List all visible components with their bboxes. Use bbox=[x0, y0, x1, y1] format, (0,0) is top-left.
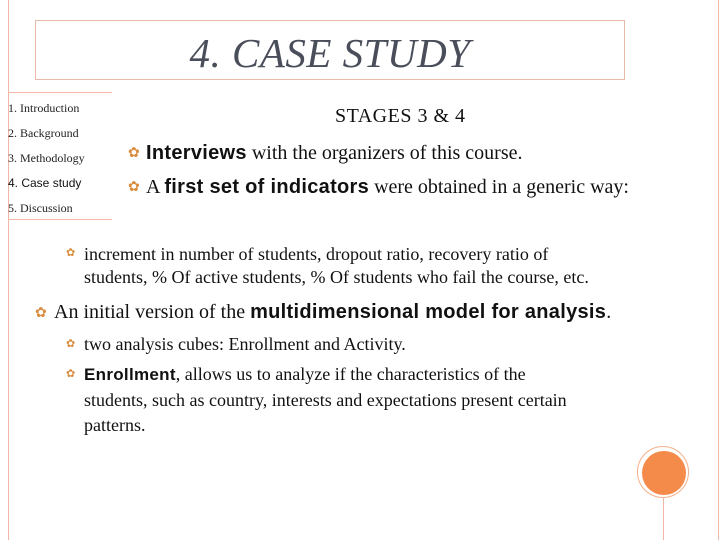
decorative-footer-line bbox=[663, 498, 664, 540]
bullet-interviews-bold: Interviews bbox=[146, 142, 247, 164]
bullet-interviews-text: with the organizers of this course. bbox=[246, 142, 523, 164]
flower-bullet-icon: ✿ bbox=[128, 146, 140, 161]
flower-bullet-icon: ✿ bbox=[66, 368, 76, 380]
flower-bullet-icon: ✿ bbox=[66, 247, 76, 259]
stages-heading: STAGES 3 & 4 bbox=[335, 105, 466, 127]
sub-bullet-enrollment-text: , allows us to analyze if the characteristics of the bbox=[175, 364, 526, 384]
flower-bullet-icon: ✿ bbox=[66, 338, 76, 350]
sidebar-item-introduction[interactable]: 1. Introduction bbox=[8, 101, 80, 115]
sub-bullet-enrollment-bold: Enrollment bbox=[84, 365, 176, 384]
sidebar-item-methodology[interactable]: 3. Methodology bbox=[8, 151, 85, 165]
bullet-multidimensional-bold: multidimensional model for analysis bbox=[250, 301, 607, 323]
sidebar-top-divider bbox=[8, 92, 112, 93]
sub-bullet-enrollment-line2: students, such as country, interests and expectations present certain bbox=[84, 390, 567, 410]
sidebar-nav bbox=[8, 96, 123, 221]
sidebar-item-case-study[interactable]: 4. Case study bbox=[8, 176, 82, 190]
bullet-indicators bbox=[146, 174, 629, 200]
sidebar-bottom-divider bbox=[8, 219, 112, 220]
sub-bullet-increment-line2: students, % Of active students, % Of students who fail the course, etc. bbox=[84, 267, 589, 287]
bullet-interviews bbox=[146, 140, 523, 166]
sub-bullet-enrollment-line3: patterns. bbox=[84, 415, 146, 435]
bullet-indicators-bold: first set of indicators bbox=[164, 176, 370, 198]
decorative-orange-dot bbox=[642, 451, 686, 495]
bullet-indicators-text: were obtained in a generic way: bbox=[369, 176, 629, 198]
sidebar-item-background[interactable]: 2. Background bbox=[8, 126, 79, 140]
flower-bullet-icon: ✿ bbox=[128, 180, 140, 195]
sub-bullet-increment-line1: increment in number of students, dropout ratio, recovery ratio of bbox=[84, 244, 549, 264]
sub-bullet-cubes: two analysis cubes: Enrollment and Activity. bbox=[84, 334, 406, 354]
sidebar-item-discussion[interactable]: 5. Discussion bbox=[8, 201, 73, 215]
bullet-multidimensional-pre: An initial version of the bbox=[54, 301, 251, 323]
sub-bullet-enrollment-line1 bbox=[84, 363, 526, 386]
bullet-multidimensional bbox=[54, 299, 611, 325]
bullet-multidimensional-post: . bbox=[606, 301, 612, 323]
bullet-indicators-pre: A bbox=[146, 176, 165, 198]
flower-bullet-icon: ✿ bbox=[35, 306, 47, 321]
slide-title: 4. CASE STUDY bbox=[189, 30, 471, 76]
